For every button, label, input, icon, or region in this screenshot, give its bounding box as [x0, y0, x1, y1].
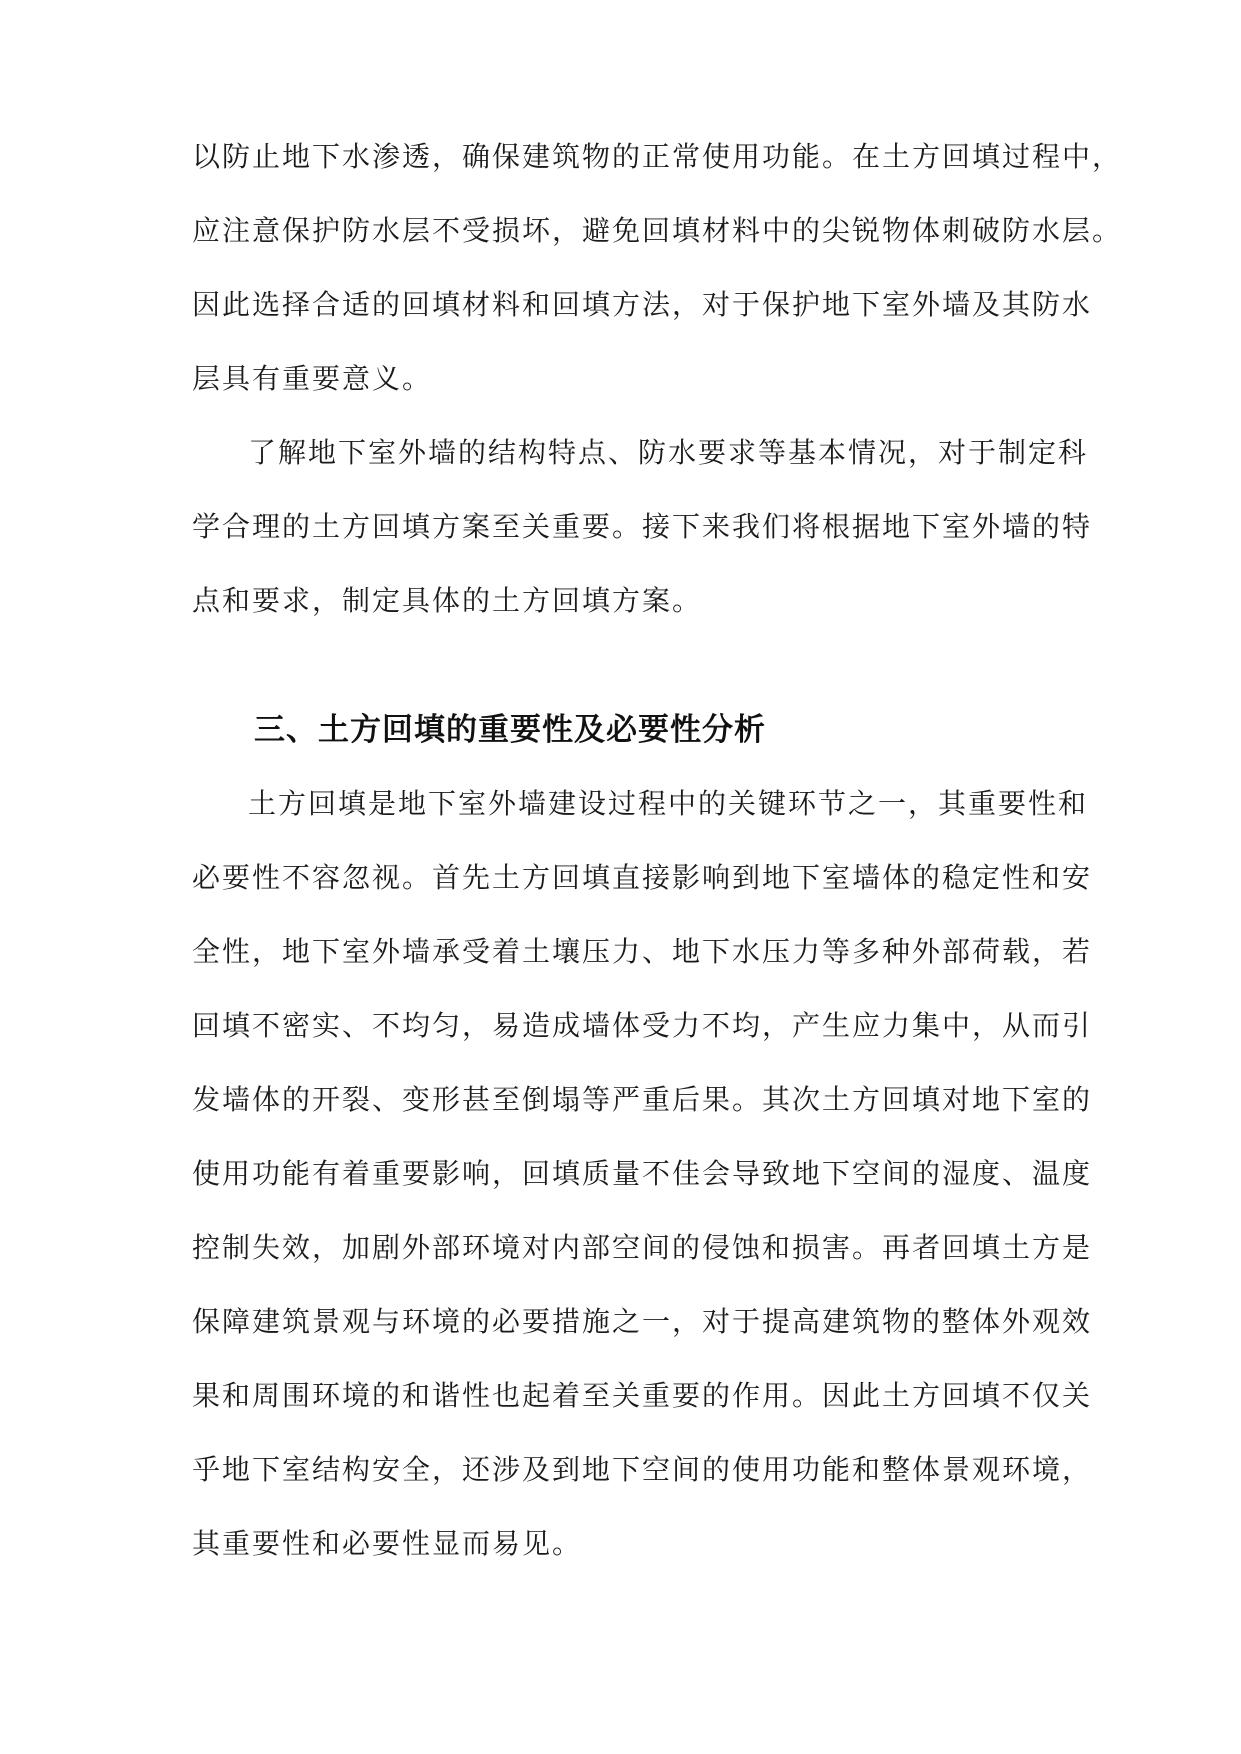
- paragraph-line: 学合理的土方回填方案至关重要。接下来我们将根据地下室外墙的特: [192, 510, 1093, 543]
- paragraph-line: 层具有重要意义。: [192, 362, 433, 395]
- paragraph-line: 控制失效，加剧外部环境对内部空间的侵蚀和损害。再者回填土方是: [192, 1231, 1093, 1264]
- paragraph-line: 全性，地下室外墙承受着土壤压力、地下水压力等多种外部荷载，若: [192, 935, 1093, 968]
- paragraph-line: 以防止地下水渗透，确保建筑物的正常使用功能。在土方回填过程中，: [192, 140, 1123, 173]
- paragraph-line: 保障建筑景观与环境的必要措施之一，对于提高建筑物的整体外观效: [192, 1305, 1093, 1338]
- section-heading: 三、土方回填的重要性及必要性分析: [254, 712, 766, 748]
- paragraph-line: 应注意保护防水层不受损坏，避免回填材料中的尖锐物体刺破防水层。: [192, 214, 1123, 247]
- paragraph-line: 其重要性和必要性显而易见。: [192, 1527, 583, 1560]
- paragraph-line: 点和要求，制定具体的土方回填方案。: [192, 584, 703, 617]
- paragraph-line: 果和周围环境的和谐性也起着至关重要的作用。因此土方回填不仅关: [192, 1379, 1093, 1412]
- paragraph-line: 必要性不容忽视。首先土方回填直接影响到地下室墙体的稳定性和安: [192, 861, 1093, 894]
- paragraph-line: 土方回填是地下室外墙建设过程中的关键环节之一，其重要性和: [248, 787, 1089, 820]
- paragraph-line: 了解地下室外墙的结构特点、防水要求等基本情况，对于制定科: [248, 436, 1089, 469]
- paragraph-line: 回填不密实、不均匀，易造成墙体受力不均，产生应力集中，从而引: [192, 1009, 1093, 1042]
- paragraph-line: 乎地下室结构安全，还涉及到地下空间的使用功能和整体景观环境，: [192, 1453, 1093, 1486]
- paragraph-line: 因此选择合适的回填材料和回填方法，对于保护地下室外墙及其防水: [192, 288, 1093, 321]
- paragraph-line: 发墙体的开裂、变形甚至倒塌等严重后果。其次土方回填对地下室的: [192, 1083, 1093, 1116]
- paragraph-line: 使用功能有着重要影响，回填质量不佳会导致地下空间的湿度、温度: [192, 1157, 1093, 1190]
